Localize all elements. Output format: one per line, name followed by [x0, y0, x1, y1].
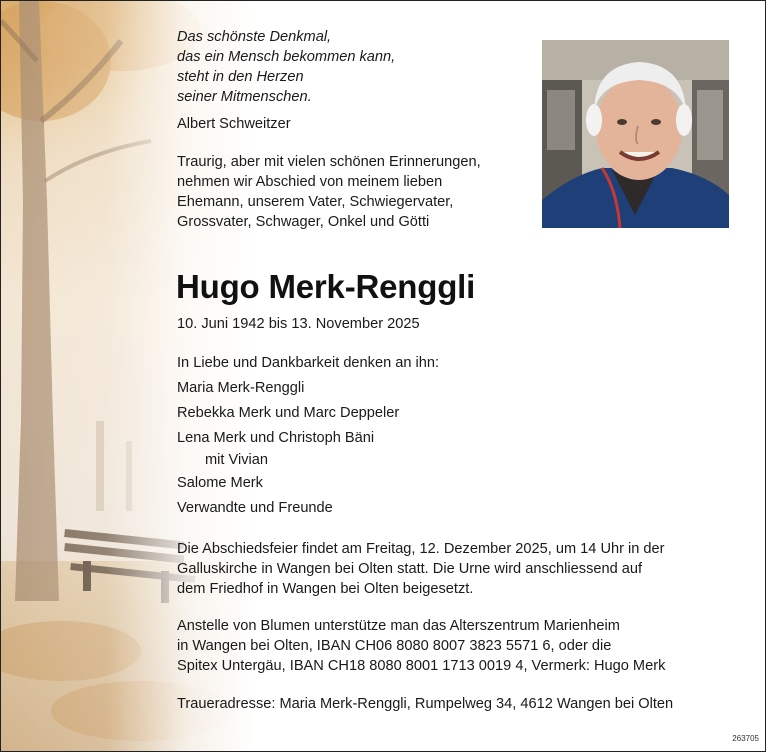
portrait-photo — [542, 40, 729, 228]
quote-line: das ein Mensch bekommen kann, — [177, 49, 396, 65]
mourners-heading: In Liebe und Dankbarkeit denken an ihn: — [177, 355, 440, 371]
quote-author: Albert Schweitzer — [177, 116, 291, 132]
memorial-quote — [177, 27, 395, 107]
life-dates: 10. Juni 1942 bis 13. November 2025 — [177, 316, 420, 332]
mourner-name: Verwandte und Freunde — [177, 500, 333, 516]
intro-line: nehmen wir Abschied von meinem lieben — [177, 174, 443, 190]
donation-line: Anstelle von Blumen unterstütze man das Alterszentrum Marienheim — [177, 618, 620, 634]
mourner-name: Rebekka Merk und Marc Deppeler — [177, 405, 400, 421]
donation-line: Spitex Untergäu, IBAN CH18 8080 8001 1713 0019 4, Vermerk: Hugo Merk — [177, 658, 666, 674]
service-line: dem Friedhof in Wangen bei Olten beigesetzt. — [177, 581, 474, 597]
service-line: Die Abschiedsfeier findet am Freitag, 12. Dezember 2025, um 14 Uhr in der — [177, 541, 665, 557]
mourning-address: Traueradresse: Maria Merk-Renggli, Rumpelweg 34, 4612 Wangen bei Olten — [177, 696, 674, 712]
mourners-list — [177, 351, 439, 521]
mourner-name: Lena Merk und Christoph Bäni — [177, 430, 375, 446]
donation-info — [177, 616, 665, 676]
mourner-name: Maria Merk-Renggli — [177, 380, 305, 396]
farewell-intro — [177, 152, 481, 232]
deceased-name: Hugo Merk-Renggli — [176, 268, 476, 305]
quote-line: steht in den Herzen — [177, 69, 304, 85]
quote-line: Das schönste Denkmal, — [177, 29, 332, 45]
funeral-service-info — [177, 539, 665, 599]
intro-line: Traurig, aber mit vielen schönen Erinnerungen, — [177, 154, 481, 170]
intro-line: Grossvater, Schwager, Onkel und Götti — [177, 214, 430, 230]
donation-line: in Wangen bei Olten, IBAN CH06 8080 8007 3823 5571 6, oder die — [177, 638, 612, 654]
service-line: Galluskirche in Wangen bei Olten statt. Die Urne wird anschliessend auf — [177, 561, 643, 577]
quote-line: seiner Mitmenschen. — [177, 89, 312, 105]
ad-code: 263705 — [732, 734, 759, 743]
intro-line: Ehemann, unserem Vater, Schwiegervater, — [177, 194, 454, 210]
mourner-sub: mit Vivian — [205, 452, 268, 468]
mourner-name: Salome Merk — [177, 475, 263, 491]
